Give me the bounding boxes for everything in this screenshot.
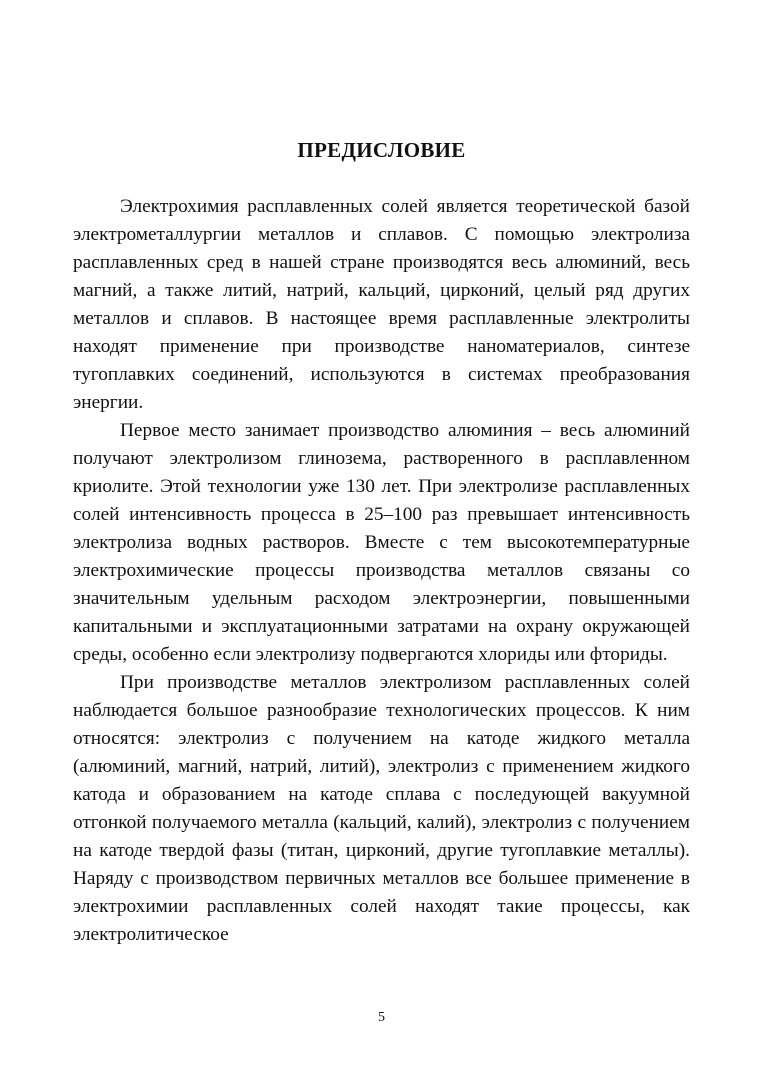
paragraph-3: При производстве металлов электролизом расплавленных солей наблюдается большое разнообразие технологических процессов. К ним относятся: электролиз с получением на катоде жидкого металла (алюминий, магний, натрий, литий), электролиз с применением жидкого катода и образованием на катоде сплава с последующей вакуумной отгонкой получаемого металла (кальций, калий), электролиз с получением на катоде твердой фазы (титан, цирконий, другие тугоплавкие металлы). Наряду с производством первичных металлов все большее применение в электрохимии расплавленных солей находят такие процессы, как электролитическое (73, 672, 690, 945)
paragraph-2: Первое место занимает производство алюминия – весь алюминий получают электролизом глинозема, растворенного в расплавленном криолите. Этой технологии уже 130 лет. При электролизе расплавленных солей интенсивность процесса в 25–100 раз превышает интенсивность электролиза водных растворов. Вместе с тем высокотемпературные электрохимические процессы производства металлов связаны со значительным удельным расходом электроэнергии, повышенными капитальными и эксплуатационными затратами на охрану окружающей среды, особенно если электролизу подвергаются хлориды или фториды. (73, 420, 690, 665)
body-text (73, 193, 690, 949)
page-number: 5 (378, 1010, 385, 1025)
paragraph-1: Электрохимия расплавленных солей является теоретической базой электрометаллургии металлов и сплавов. С помощью электролиза расплавленных сред в нашей стране производятся весь алюминий, весь магний, а также литий, натрий, кальций, цирконий, целый ряд других металлов и сплавов. В настоящее время расплавленные электролиты находят применение при производстве наноматериалов, синтезе тугоплавких соединений, используются в системах преобразования энергии. (73, 196, 690, 413)
page-title: ПРЕДИСЛОВИЕ (297, 138, 466, 162)
